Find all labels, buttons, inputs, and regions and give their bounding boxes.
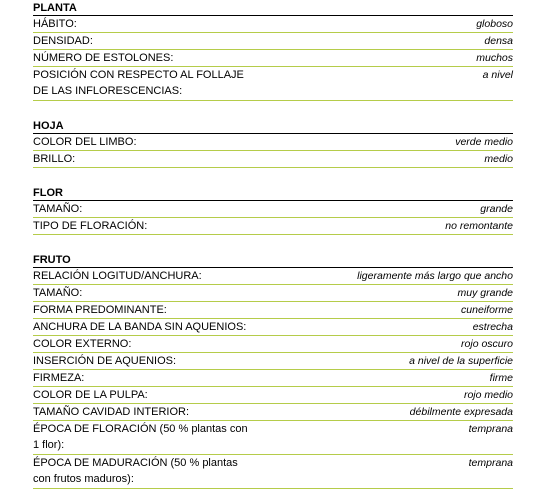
section-title: FRUTO <box>33 252 513 268</box>
row-value: muchos <box>476 52 513 64</box>
row-label: FORMA PREDOMINANTE: <box>33 304 167 316</box>
row-label: COLOR DEL LIMBO: <box>33 136 137 148</box>
row-label: FIRMEZA: <box>33 372 85 384</box>
row-label: ANCHURA DE LA BANDA SIN AQUENIOS: <box>33 321 247 333</box>
row-value: medio <box>484 153 513 165</box>
table-row <box>33 16 513 33</box>
table-row <box>33 455 513 489</box>
row-label: INSERCIÓN DE AQUENIOS: <box>33 355 177 367</box>
row-label: COLOR EXTERNO: <box>33 338 132 350</box>
row-label: ÉPOCA DE MADURACIÓN (50 % plantas con frutos maduros): <box>33 457 238 485</box>
table-row <box>33 134 513 151</box>
row-value: densa <box>484 35 513 47</box>
section-fruto <box>33 252 513 489</box>
table-row <box>33 50 513 67</box>
row-label: ÉPOCA DE FLORACIÓN (50 % plantas con 1 flor): <box>33 423 248 451</box>
table-row <box>33 33 513 50</box>
row-label: RELACIÓN LOGITUD/ANCHURA: <box>33 270 202 282</box>
row-value: a nivel <box>482 69 513 81</box>
table-row <box>33 285 513 302</box>
section-gap <box>33 168 513 185</box>
table-row <box>33 319 513 336</box>
row-label: TAMAÑO: <box>33 287 83 299</box>
row-value: temprana <box>468 423 513 435</box>
row-value: muy grande <box>457 287 513 299</box>
row-label: TIPO DE FLORACIÓN: <box>33 220 148 232</box>
row-value: rojo medio <box>463 389 513 401</box>
section-title: PLANTA <box>33 0 513 16</box>
row-value: firme <box>489 372 513 384</box>
table-row <box>33 370 513 387</box>
section-gap <box>33 101 513 118</box>
table-row <box>33 67 513 101</box>
table-row <box>33 201 513 218</box>
table-row <box>33 268 513 285</box>
section-title: HOJA <box>33 118 513 134</box>
table-row <box>33 151 513 168</box>
row-value: temprana <box>468 457 513 469</box>
table-row <box>33 353 513 370</box>
section-gap <box>33 235 513 252</box>
table-row <box>33 336 513 353</box>
row-label: BRILLO: <box>33 153 76 165</box>
section-planta <box>33 0 513 101</box>
row-label: DENSIDAD: <box>33 35 93 47</box>
row-value: a nivel de la superficie <box>409 355 513 367</box>
row-label: HÁBITO: <box>33 18 77 30</box>
table-row <box>33 421 513 455</box>
row-value: rojo oscuro <box>461 338 513 350</box>
section-title: FLOR <box>33 185 513 201</box>
row-value: verde medio <box>455 136 513 148</box>
row-value: ligeramente más largo que ancho <box>357 270 513 282</box>
row-label: TAMAÑO: <box>33 203 83 215</box>
row-value: grande <box>480 203 513 215</box>
table-row <box>33 387 513 404</box>
row-label: POSICIÓN CON RESPECTO AL FOLLAJE DE LAS INFLORESCENCIAS: <box>33 69 244 97</box>
row-value: débilmente expresada <box>409 406 513 418</box>
table-row <box>33 302 513 319</box>
row-value: estrecha <box>472 321 513 333</box>
section-flor <box>33 185 513 235</box>
table-row <box>33 404 513 421</box>
row-value: globoso <box>476 18 513 30</box>
row-label: COLOR DE LA PULPA: <box>33 389 148 401</box>
table-row <box>33 218 513 235</box>
row-value: no remontante <box>445 220 513 232</box>
section-hoja <box>33 118 513 168</box>
row-label: NÚMERO DE ESTOLONES: <box>33 52 174 64</box>
variety-description-sheet <box>33 0 513 489</box>
row-value: cuneiforme <box>461 304 513 316</box>
row-label: TAMAÑO CAVIDAD INTERIOR: <box>33 406 190 418</box>
